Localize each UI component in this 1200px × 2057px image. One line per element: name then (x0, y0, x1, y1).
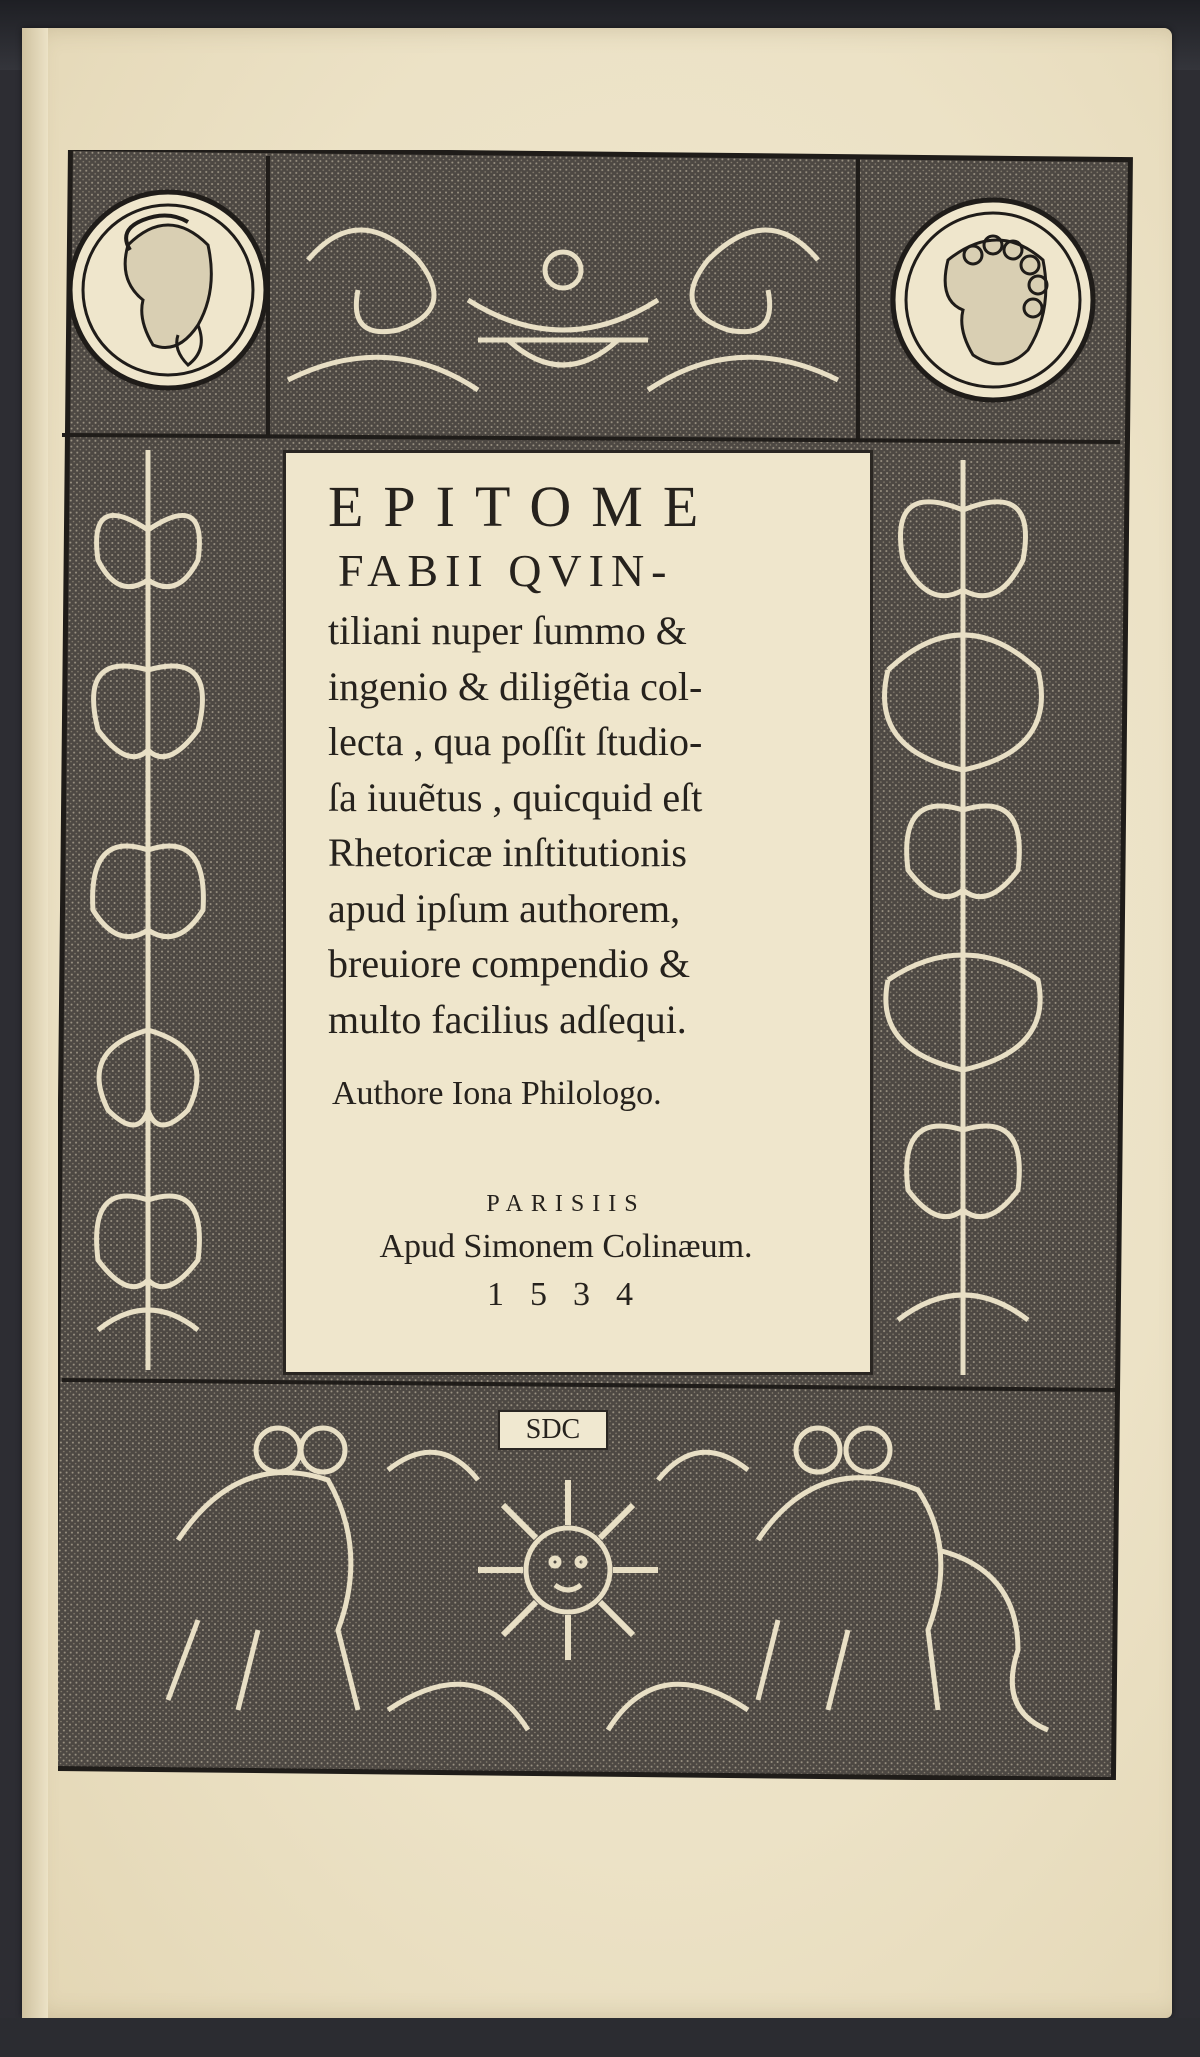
title-line-2: FABII QVIN- (338, 545, 674, 596)
imprint-city: PARISIIS (486, 1191, 646, 1217)
body-line: multo facilius adſequi. (328, 996, 687, 1042)
printer-mark: SDC (498, 1410, 608, 1450)
title-line-1: EPITOME (328, 474, 719, 539)
body-line: ſa iuuẽtus , quicquid eſt (328, 774, 703, 820)
page-gutter (22, 28, 48, 2018)
author-line: Authore Iona Philologo. (332, 1075, 662, 1112)
curly-head-medallion (893, 200, 1093, 400)
book-edge-bottom (0, 2018, 1200, 2057)
woodcut-border (58, 150, 1133, 1780)
body-line: breuiore compendio & (328, 941, 691, 986)
body-line: apud ipſum authorem, (328, 885, 681, 931)
body-line: ingenio & diligẽtia col- (328, 663, 703, 709)
woodcut-border-art (58, 150, 1133, 1780)
bearded-head-medallion (70, 192, 266, 388)
body-line: tiliani nuper ſummo & (328, 608, 687, 653)
body-line: Rhetoricæ inſtitutionis (328, 830, 687, 875)
imprint-year: 1534 (487, 1276, 659, 1313)
imprint-publisher: Apud Simonem Colinæum. (379, 1228, 753, 1265)
body-line: lecta , qua poſſit ſtudio- (328, 719, 703, 764)
